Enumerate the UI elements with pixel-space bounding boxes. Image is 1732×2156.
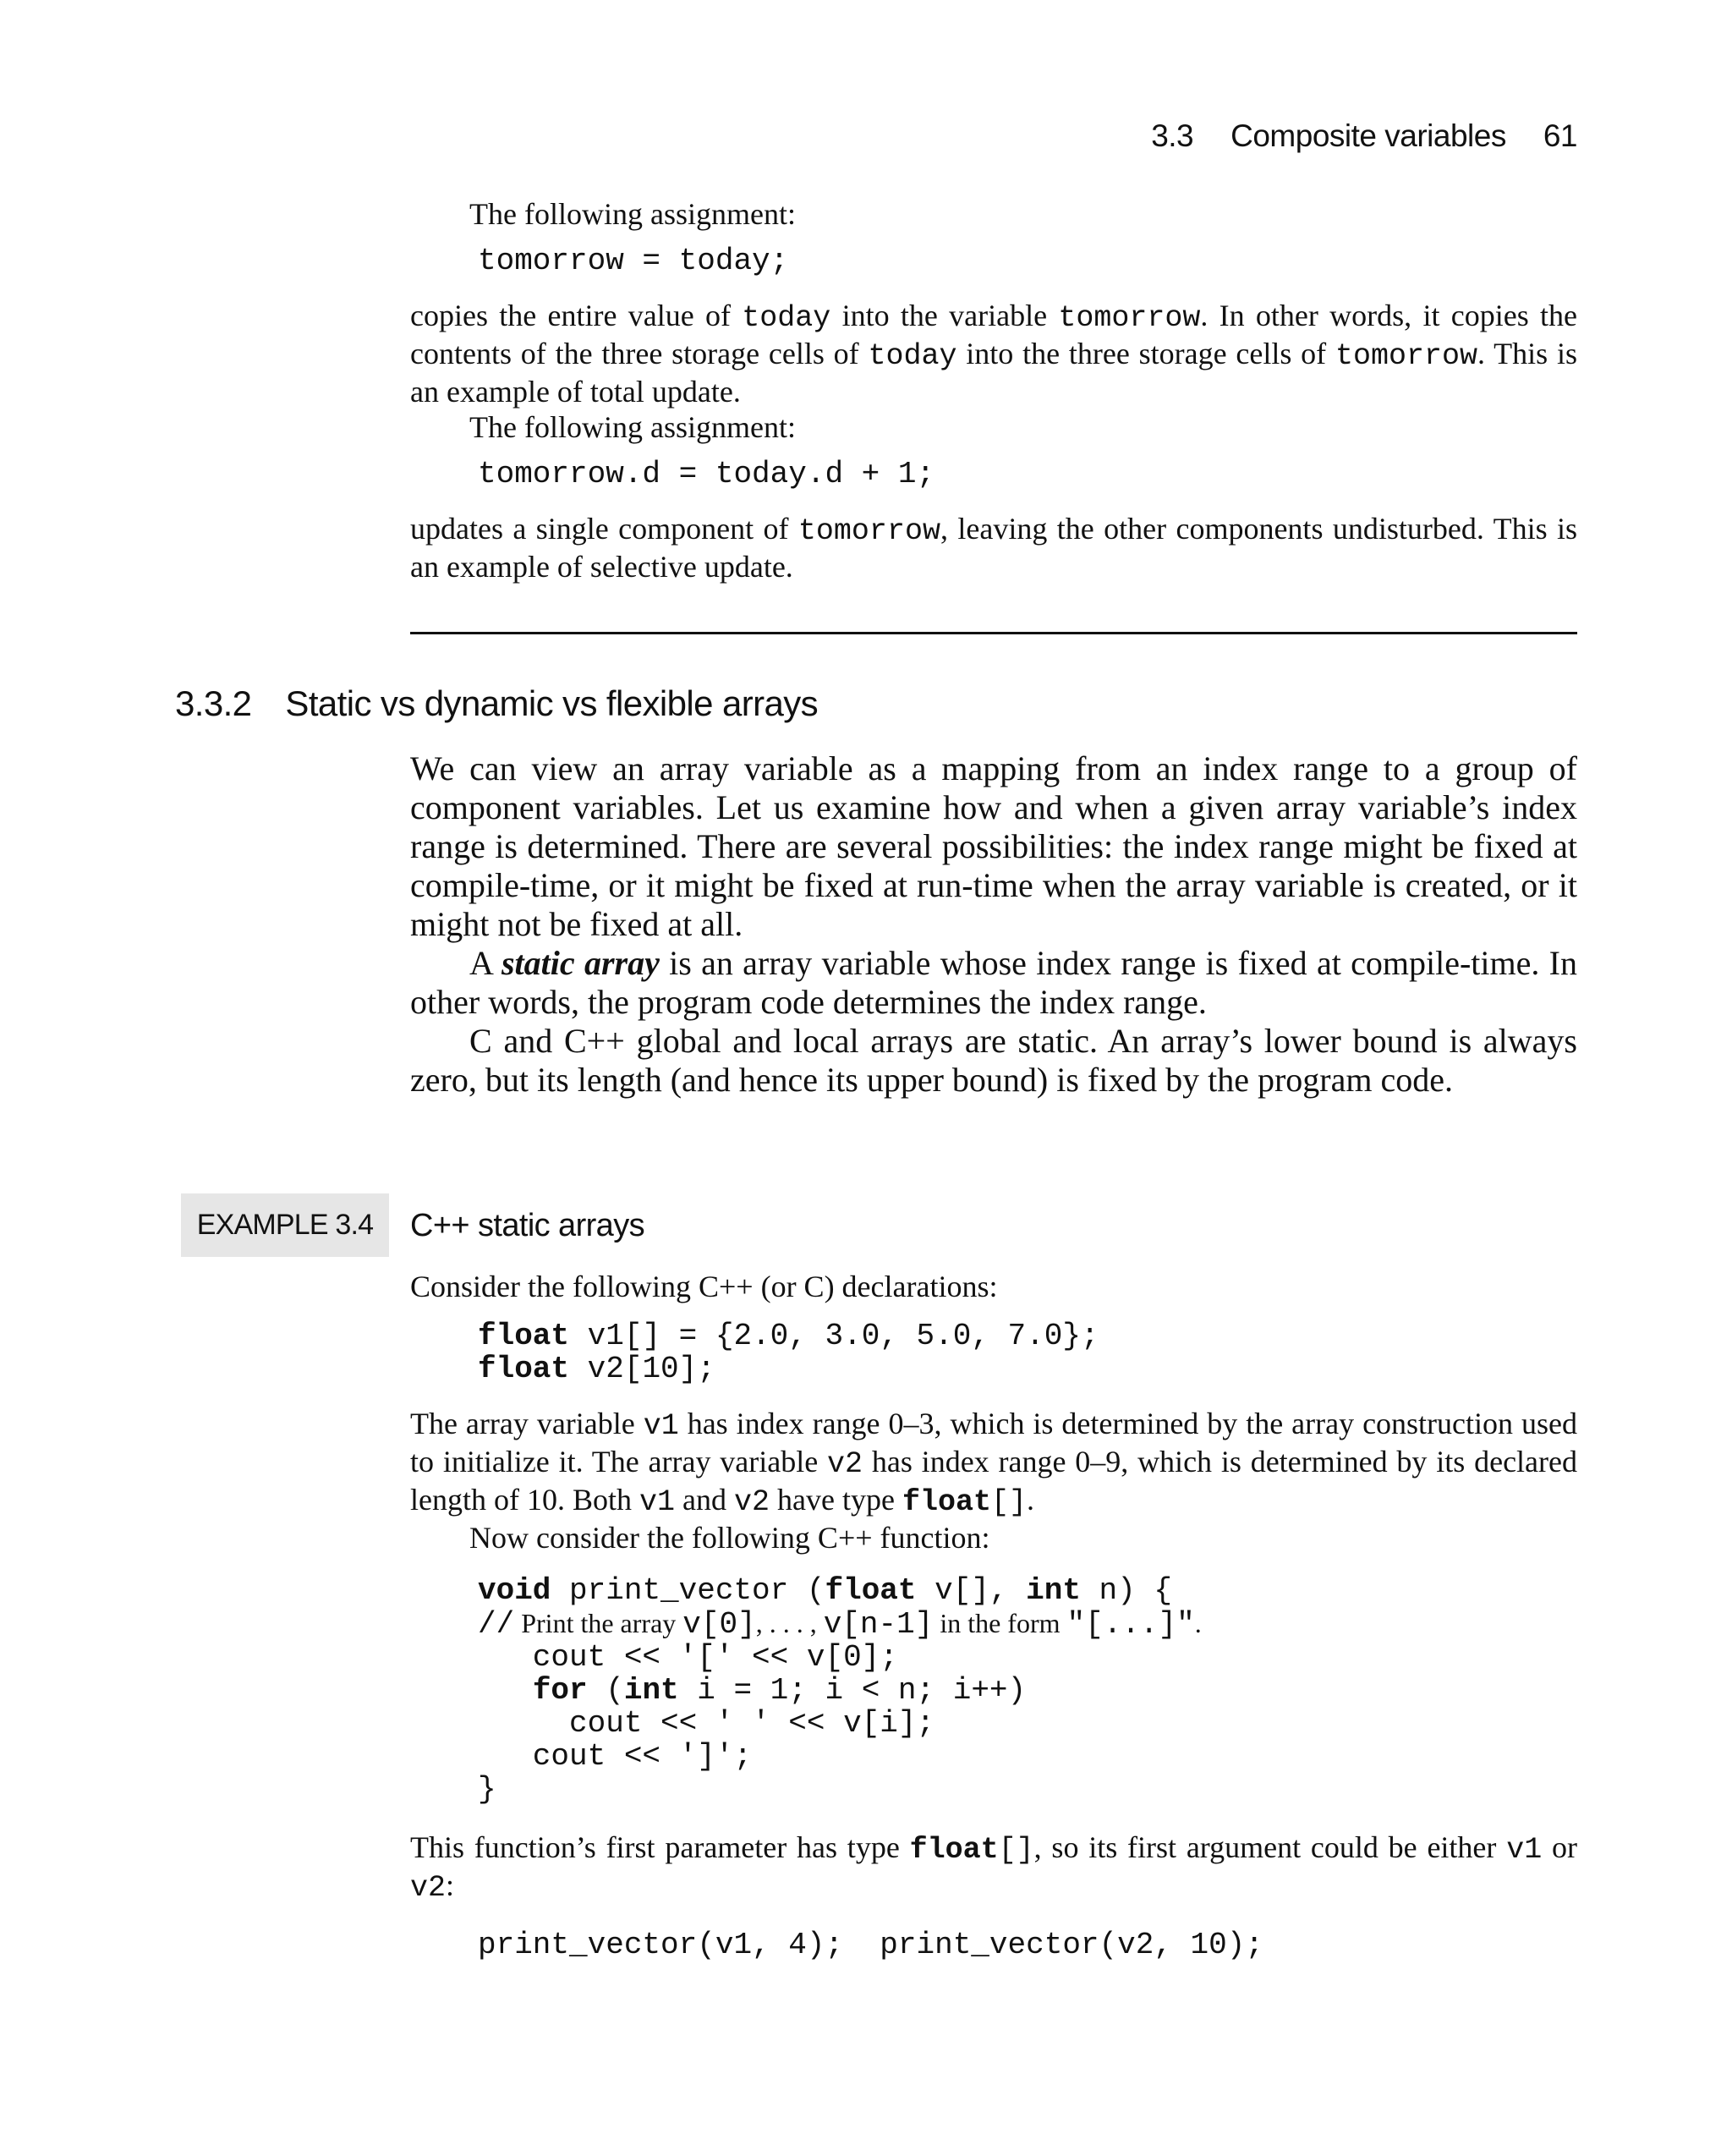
section-title: Static vs dynamic vs flexible arrays	[285, 683, 819, 723]
example-end-rule	[410, 632, 1577, 634]
running-header	[1151, 118, 1577, 154]
function-calls-code: print_vector(v1, 4); print_vector(v2, 10);	[478, 1928, 1263, 1962]
function-intro: Now consider the following C++ function:	[469, 1521, 990, 1555]
declaration-code-block	[478, 1319, 1577, 1385]
code-line-3: cout << '[' << v[0];	[478, 1640, 898, 1675]
header-section-title: Composite variables	[1230, 118, 1506, 153]
declaration-line-2: float v2[10];	[478, 1352, 715, 1386]
selective-update-paragraph: updates a single component of tomorrow, leaving the other components undisturbed. This is an example of selective update.	[410, 512, 1578, 584]
code-line-5: cout << ' ' << v[i];	[478, 1706, 935, 1741]
declaration-line-1: float v1[] = {2.0, 3.0, 5.0, 7.0};	[478, 1319, 1099, 1353]
top-example-block	[410, 196, 1577, 584]
code-total-update: tomorrow = today;	[478, 244, 789, 278]
example-label: EXAMPLE 3.4	[181, 1193, 389, 1257]
code-line-6: cout << ']';	[478, 1739, 753, 1774]
parameter-type-paragraph: This function’s first parameter has type float[], so its first argument could be either v1 or v2:	[410, 1830, 1577, 1905]
example-intro: Consider the following C++ (or C) declarations:	[410, 1270, 998, 1303]
code-line-4: for (int i = 1; i < n; i++)	[532, 1673, 1027, 1708]
example-body	[410, 1269, 1577, 1963]
code-line-2-comment: // Print the array v[0], . . . , v[n-1] in the form "[...]".	[478, 1607, 1202, 1642]
section-body	[410, 749, 1577, 1100]
total-update-paragraph: copies the entire value of today into the variable tomorrow. In other words, it copies the contents of the three storage cells of today into the three storage cells of tomorrow. This is an example of total update.	[410, 299, 1577, 409]
index-range-paragraph: The array variable v1 has index range 0–3, which is determined by the array construction used to initialize it. The array variable v2 has index range 0–9, which is determined by its declared length of 10. Both v1 and v2 have type float[].	[410, 1407, 1577, 1519]
page-number: 61	[1543, 118, 1577, 153]
assignment-intro-2: The following assignment:	[469, 410, 796, 444]
section-paragraph-1: We can view an array variable as a mapping from an index range to a group of component variables. Let us examine how and when a given array variable’s index range is determined. There are several possibilities: the index range might be fixed at compile-time, or it might be fixed at run-time when the array variable is created, or it might not be fixed at all.	[410, 749, 1577, 943]
header-section-number: 3.3	[1151, 118, 1194, 153]
section-paragraph-2: A static array is an array variable whose index range is fixed at compile-time. In other words, the program code determines the index range.	[410, 944, 1577, 1021]
code-line-7: }	[478, 1772, 496, 1807]
example-title: C++ static arrays	[410, 1208, 645, 1243]
section-number: 3.3.2	[175, 683, 252, 723]
code-selective-update: tomorrow.d = today.d + 1;	[478, 457, 935, 491]
assignment-intro-1: The following assignment:	[469, 197, 796, 231]
section-heading	[175, 683, 818, 724]
term-static-array: static array	[501, 944, 660, 982]
section-paragraph-3: C and C++ global and local arrays are static. An array’s lower bound is always zero, but its length (and hence its upper bound) is fixed by the program code.	[410, 1022, 1577, 1099]
function-code-block	[478, 1574, 1577, 1806]
code-line-1: void print_vector (float v[], int n) {	[478, 1573, 1172, 1608]
